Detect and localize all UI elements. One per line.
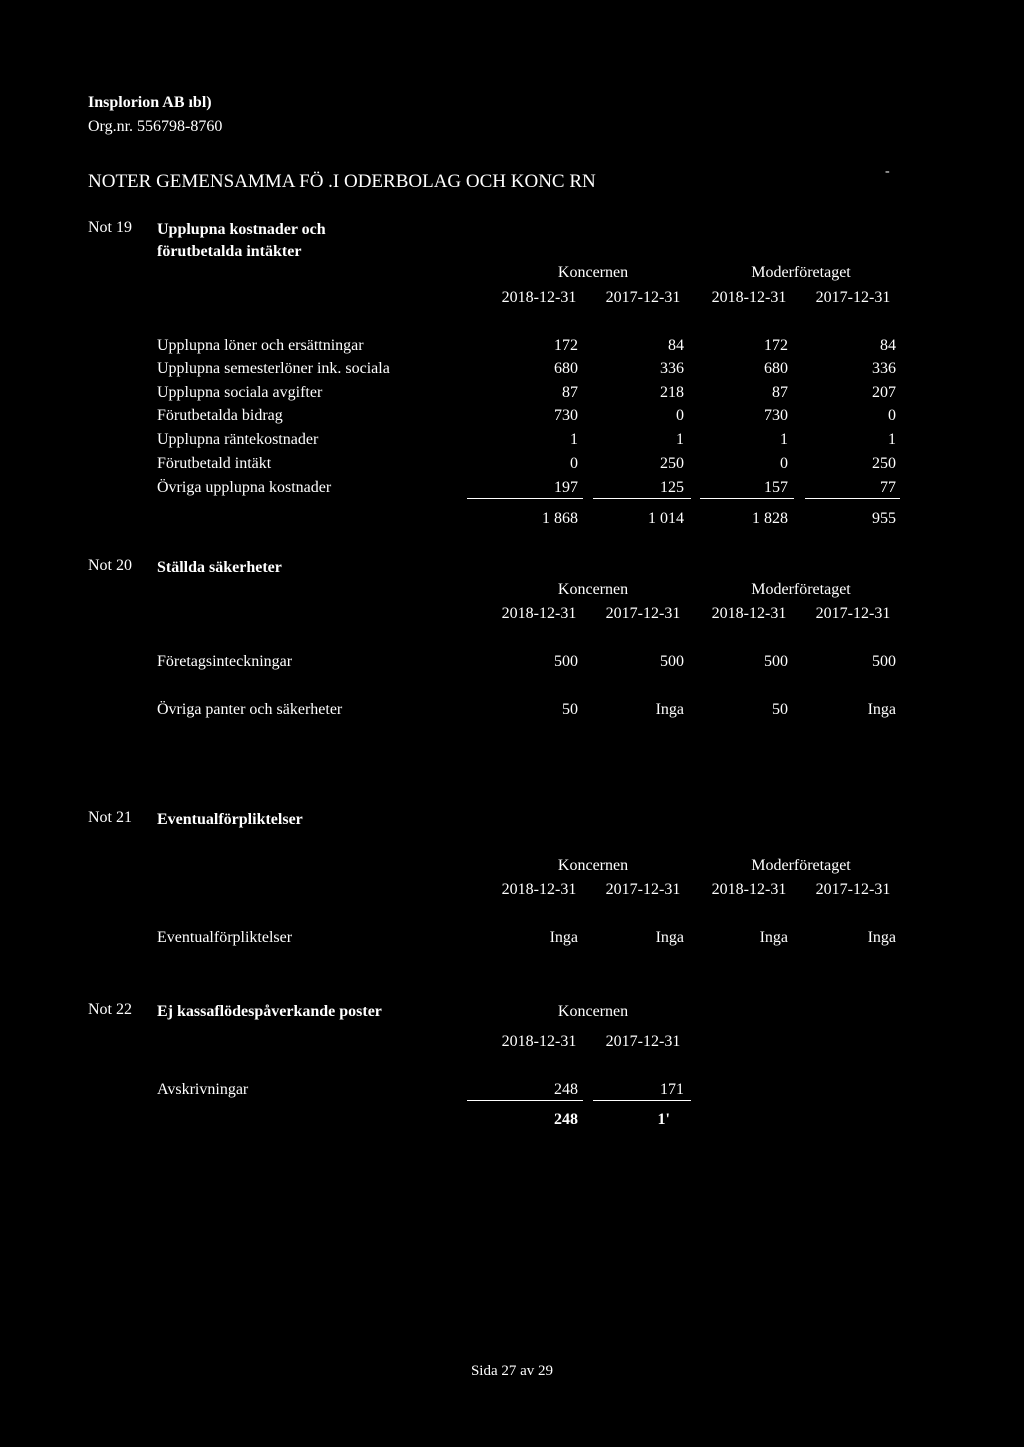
total-value: 955 <box>872 510 896 527</box>
cell-value: 50 <box>562 701 578 718</box>
column-group-koncernen: Koncernen <box>557 264 629 281</box>
cell-value: 730 <box>554 407 578 424</box>
cell-value: 125 <box>660 479 684 496</box>
period-header: 2018-12-31 <box>711 289 787 306</box>
cell-value: 680 <box>554 360 578 377</box>
total-value: 1' <box>657 1111 670 1128</box>
row-label: Övriga panter och säkerheter <box>157 701 343 718</box>
row-label: Upplupna semesterlöner ink. sociala <box>157 360 390 377</box>
cell-value: 0 <box>888 407 896 424</box>
cell-value: Inga <box>867 701 896 718</box>
cell-value: 0 <box>570 455 578 472</box>
sum-underline <box>467 1100 583 1101</box>
sum-underline <box>467 498 583 499</box>
cell-value: 50 <box>772 701 788 718</box>
cell-value: 171 <box>660 1081 684 1098</box>
period-header: 2018-12-31 <box>501 1033 577 1050</box>
note-21-number: Not 21 <box>88 809 132 826</box>
cell-value: 207 <box>872 384 896 401</box>
total-value: 248 <box>554 1111 578 1128</box>
column-group-moderforetaget: Moderföretaget <box>751 581 851 598</box>
cell-value: 218 <box>660 384 684 401</box>
note-20-number: Not 20 <box>88 557 132 574</box>
cell-value: 1 <box>676 431 684 448</box>
cell-value: 500 <box>660 653 684 670</box>
row-label: Förutbetalda bidrag <box>157 407 283 424</box>
row-label: Företagsinteckningar <box>157 653 293 670</box>
period-header: 2017-12-31 <box>815 289 891 306</box>
period-header: 2017-12-31 <box>815 881 891 898</box>
cell-value: 1 <box>780 431 788 448</box>
period-header: 2018-12-31 <box>711 605 787 622</box>
cell-value: Inga <box>655 701 684 718</box>
cell-value: 730 <box>764 407 788 424</box>
total-value: 1 014 <box>648 510 684 527</box>
cell-value: 77 <box>880 479 896 496</box>
row-label: Eventualförpliktelser <box>157 929 293 946</box>
cell-value: 172 <box>554 337 578 354</box>
total-value: 1 868 <box>542 510 578 527</box>
row-label: Förutbetald intäkt <box>157 455 272 472</box>
company-name: Insplorion AB ıbl) <box>88 94 212 111</box>
cell-value: 157 <box>764 479 788 496</box>
cell-value: 250 <box>872 455 896 472</box>
note-19-title-line2: förutbetalda intäkter <box>157 243 302 260</box>
column-group-koncernen: Koncernen <box>557 581 629 598</box>
total-value: 1 828 <box>752 510 788 527</box>
period-header: 2017-12-31 <box>605 605 681 622</box>
cell-value: 336 <box>660 360 684 377</box>
cell-value: 84 <box>880 337 896 354</box>
cell-value: Inga <box>867 929 896 946</box>
column-group-moderforetaget: Moderföretaget <box>751 857 851 874</box>
cell-value: Inga <box>549 929 578 946</box>
sum-underline <box>593 498 691 499</box>
note-22-title: Ej kassaflödespåverkande poster <box>157 1003 382 1020</box>
note-19-title-line1: Upplupna kostnader och <box>157 221 326 238</box>
period-header: 2017-12-31 <box>815 605 891 622</box>
cell-value: 87 <box>562 384 578 401</box>
period-header: 2017-12-31 <box>605 881 681 898</box>
cell-value: 197 <box>554 479 578 496</box>
period-header: 2018-12-31 <box>501 605 577 622</box>
cell-value: 500 <box>554 653 578 670</box>
period-header: 2018-12-31 <box>501 881 577 898</box>
row-label: Övriga upplupna kostnader <box>157 479 332 496</box>
cell-value: 87 <box>772 384 788 401</box>
cell-value: 680 <box>764 360 788 377</box>
period-header: 2017-12-31 <box>605 289 681 306</box>
row-label: Upplupna räntekostnader <box>157 431 319 448</box>
row-label: Avskrivningar <box>157 1081 249 1098</box>
page-number: Sida 27 av 29 <box>470 1363 554 1379</box>
cell-value: 500 <box>872 653 896 670</box>
cell-value: 1 <box>888 431 896 448</box>
page-title: NOTER GEMENSAMMA FÖ .I ODERBOLAG OCH KONC RN <box>88 171 596 192</box>
cell-value: 500 <box>764 653 788 670</box>
cell-value: 1 <box>570 431 578 448</box>
cell-value: 172 <box>764 337 788 354</box>
period-header: 2018-12-31 <box>501 289 577 306</box>
sum-underline <box>593 1100 691 1101</box>
note-21-title: Eventualförpliktelser <box>157 811 303 828</box>
column-group-koncernen: Koncernen <box>557 857 629 874</box>
cell-value: Inga <box>655 929 684 946</box>
title-mark: - <box>885 164 890 179</box>
cell-value: 336 <box>872 360 896 377</box>
cell-value: 248 <box>554 1081 578 1098</box>
row-label: Upplupna sociala avgifter <box>157 384 323 401</box>
column-group-moderforetaget: Moderföretaget <box>751 264 851 281</box>
cell-value: 0 <box>780 455 788 472</box>
note-22-number: Not 22 <box>88 1001 132 1018</box>
cell-value: 250 <box>660 455 684 472</box>
period-header: 2018-12-31 <box>711 881 787 898</box>
note-19-number: Not 19 <box>88 219 132 236</box>
cell-value: 84 <box>668 337 684 354</box>
cell-value: 0 <box>676 407 684 424</box>
period-header: 2017-12-31 <box>605 1033 681 1050</box>
column-group-koncernen: Koncernen <box>557 1003 629 1020</box>
org-number: Org.nr. 556798-8760 <box>88 118 223 135</box>
cell-value: Inga <box>759 929 788 946</box>
row-label: Upplupna löner och ersättningar <box>157 337 364 354</box>
sum-underline <box>805 498 900 499</box>
sum-underline <box>700 498 794 499</box>
note-20-title: Ställda säkerheter <box>157 559 282 576</box>
